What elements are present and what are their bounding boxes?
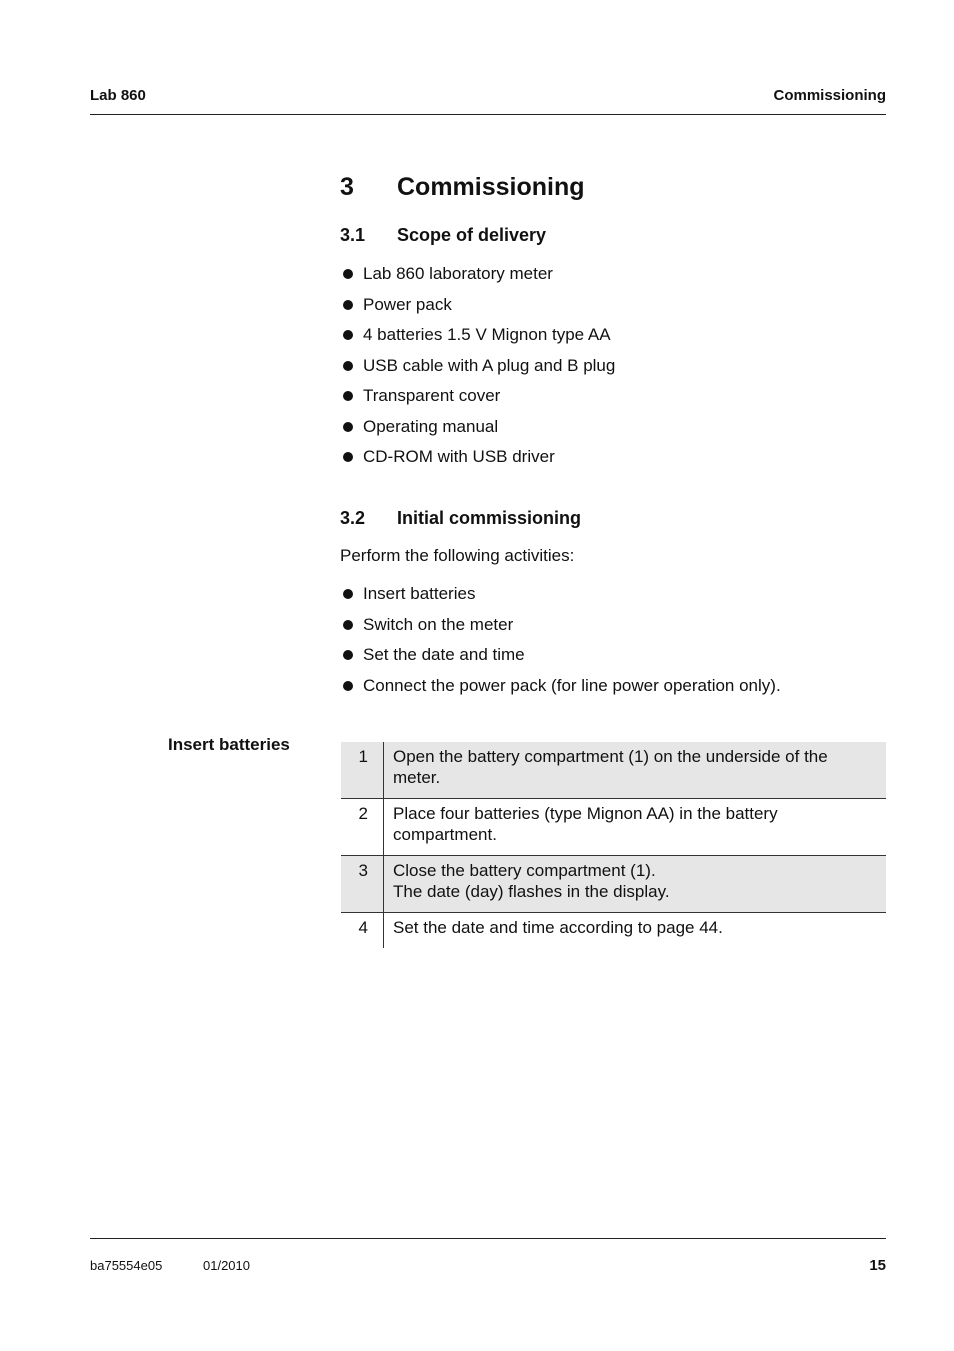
chapter-heading	[340, 173, 585, 202]
page-number: 15	[869, 1257, 886, 1274]
bullet-icon	[343, 361, 353, 371]
step-row	[341, 856, 886, 913]
page-header	[90, 86, 886, 115]
bullet-icon	[343, 391, 353, 401]
section-number: 3.1	[340, 225, 366, 245]
insert-batteries-steps	[341, 742, 886, 948]
step-text: Open the battery compartment (1) on the underside of the meter.	[393, 747, 828, 787]
list-item: 4 batteries 1.5 V Mignon type AA	[340, 325, 615, 356]
step-number: 3	[341, 856, 384, 912]
intro-paragraph: Perform the following activities:	[340, 546, 575, 565]
bullet-icon	[343, 269, 353, 279]
bullet-icon	[343, 650, 353, 660]
section-title: Initial commissioning	[397, 508, 582, 528]
step-text-line: Close the battery compartment (1).	[393, 861, 656, 880]
document-code: ba75554e05	[90, 1258, 163, 1273]
bullet-icon	[343, 589, 353, 599]
scope-of-delivery-list	[340, 264, 615, 478]
page-footer	[90, 1238, 886, 1279]
activities-list	[340, 584, 781, 706]
document-date: 01/2010	[203, 1258, 250, 1273]
list-item: Insert batteries	[340, 584, 781, 615]
bullet-icon	[343, 330, 353, 340]
section-number: 3.2	[340, 508, 366, 528]
bullet-icon	[343, 422, 353, 432]
step-text	[384, 856, 886, 912]
step-number: 4	[341, 913, 384, 948]
chapter-title: Commissioning	[397, 173, 585, 201]
header-product-name: Lab 860	[90, 87, 146, 104]
list-item: Lab 860 laboratory meter	[340, 264, 615, 295]
list-item: Transparent cover	[340, 386, 615, 417]
bullet-icon	[343, 300, 353, 310]
section-heading-scope	[340, 225, 546, 246]
list-item: CD-ROM with USB driver	[340, 447, 615, 478]
section-title: Scope of delivery	[397, 225, 547, 245]
bullet-icon	[343, 681, 353, 691]
step-text: Place four batteries (type Mignon AA) in the battery compartment.	[393, 804, 778, 844]
step-number: 2	[341, 799, 384, 855]
list-item: Connect the power pack (for line power operation only).	[340, 676, 781, 707]
step-row	[341, 913, 886, 948]
section-heading-initial-commissioning	[340, 508, 581, 529]
bullet-icon	[343, 452, 353, 462]
list-item: USB cable with A plug and B plug	[340, 356, 615, 387]
header-chapter-name: Commissioning	[773, 87, 886, 104]
list-item: Operating manual	[340, 417, 615, 448]
step-text-line: The date (day) flashes in the display.	[393, 882, 670, 901]
step-row	[341, 799, 886, 856]
bullet-icon	[343, 620, 353, 630]
step-number: 1	[341, 742, 384, 798]
step-row	[341, 742, 886, 799]
list-item: Set the date and time	[340, 645, 781, 676]
insert-batteries-label: Insert batteries	[168, 735, 290, 754]
step-text: Set the date and time according to page 44.	[393, 918, 723, 937]
list-item: Switch on the meter	[340, 615, 781, 646]
chapter-number: 3	[340, 173, 354, 201]
list-item: Power pack	[340, 295, 615, 326]
